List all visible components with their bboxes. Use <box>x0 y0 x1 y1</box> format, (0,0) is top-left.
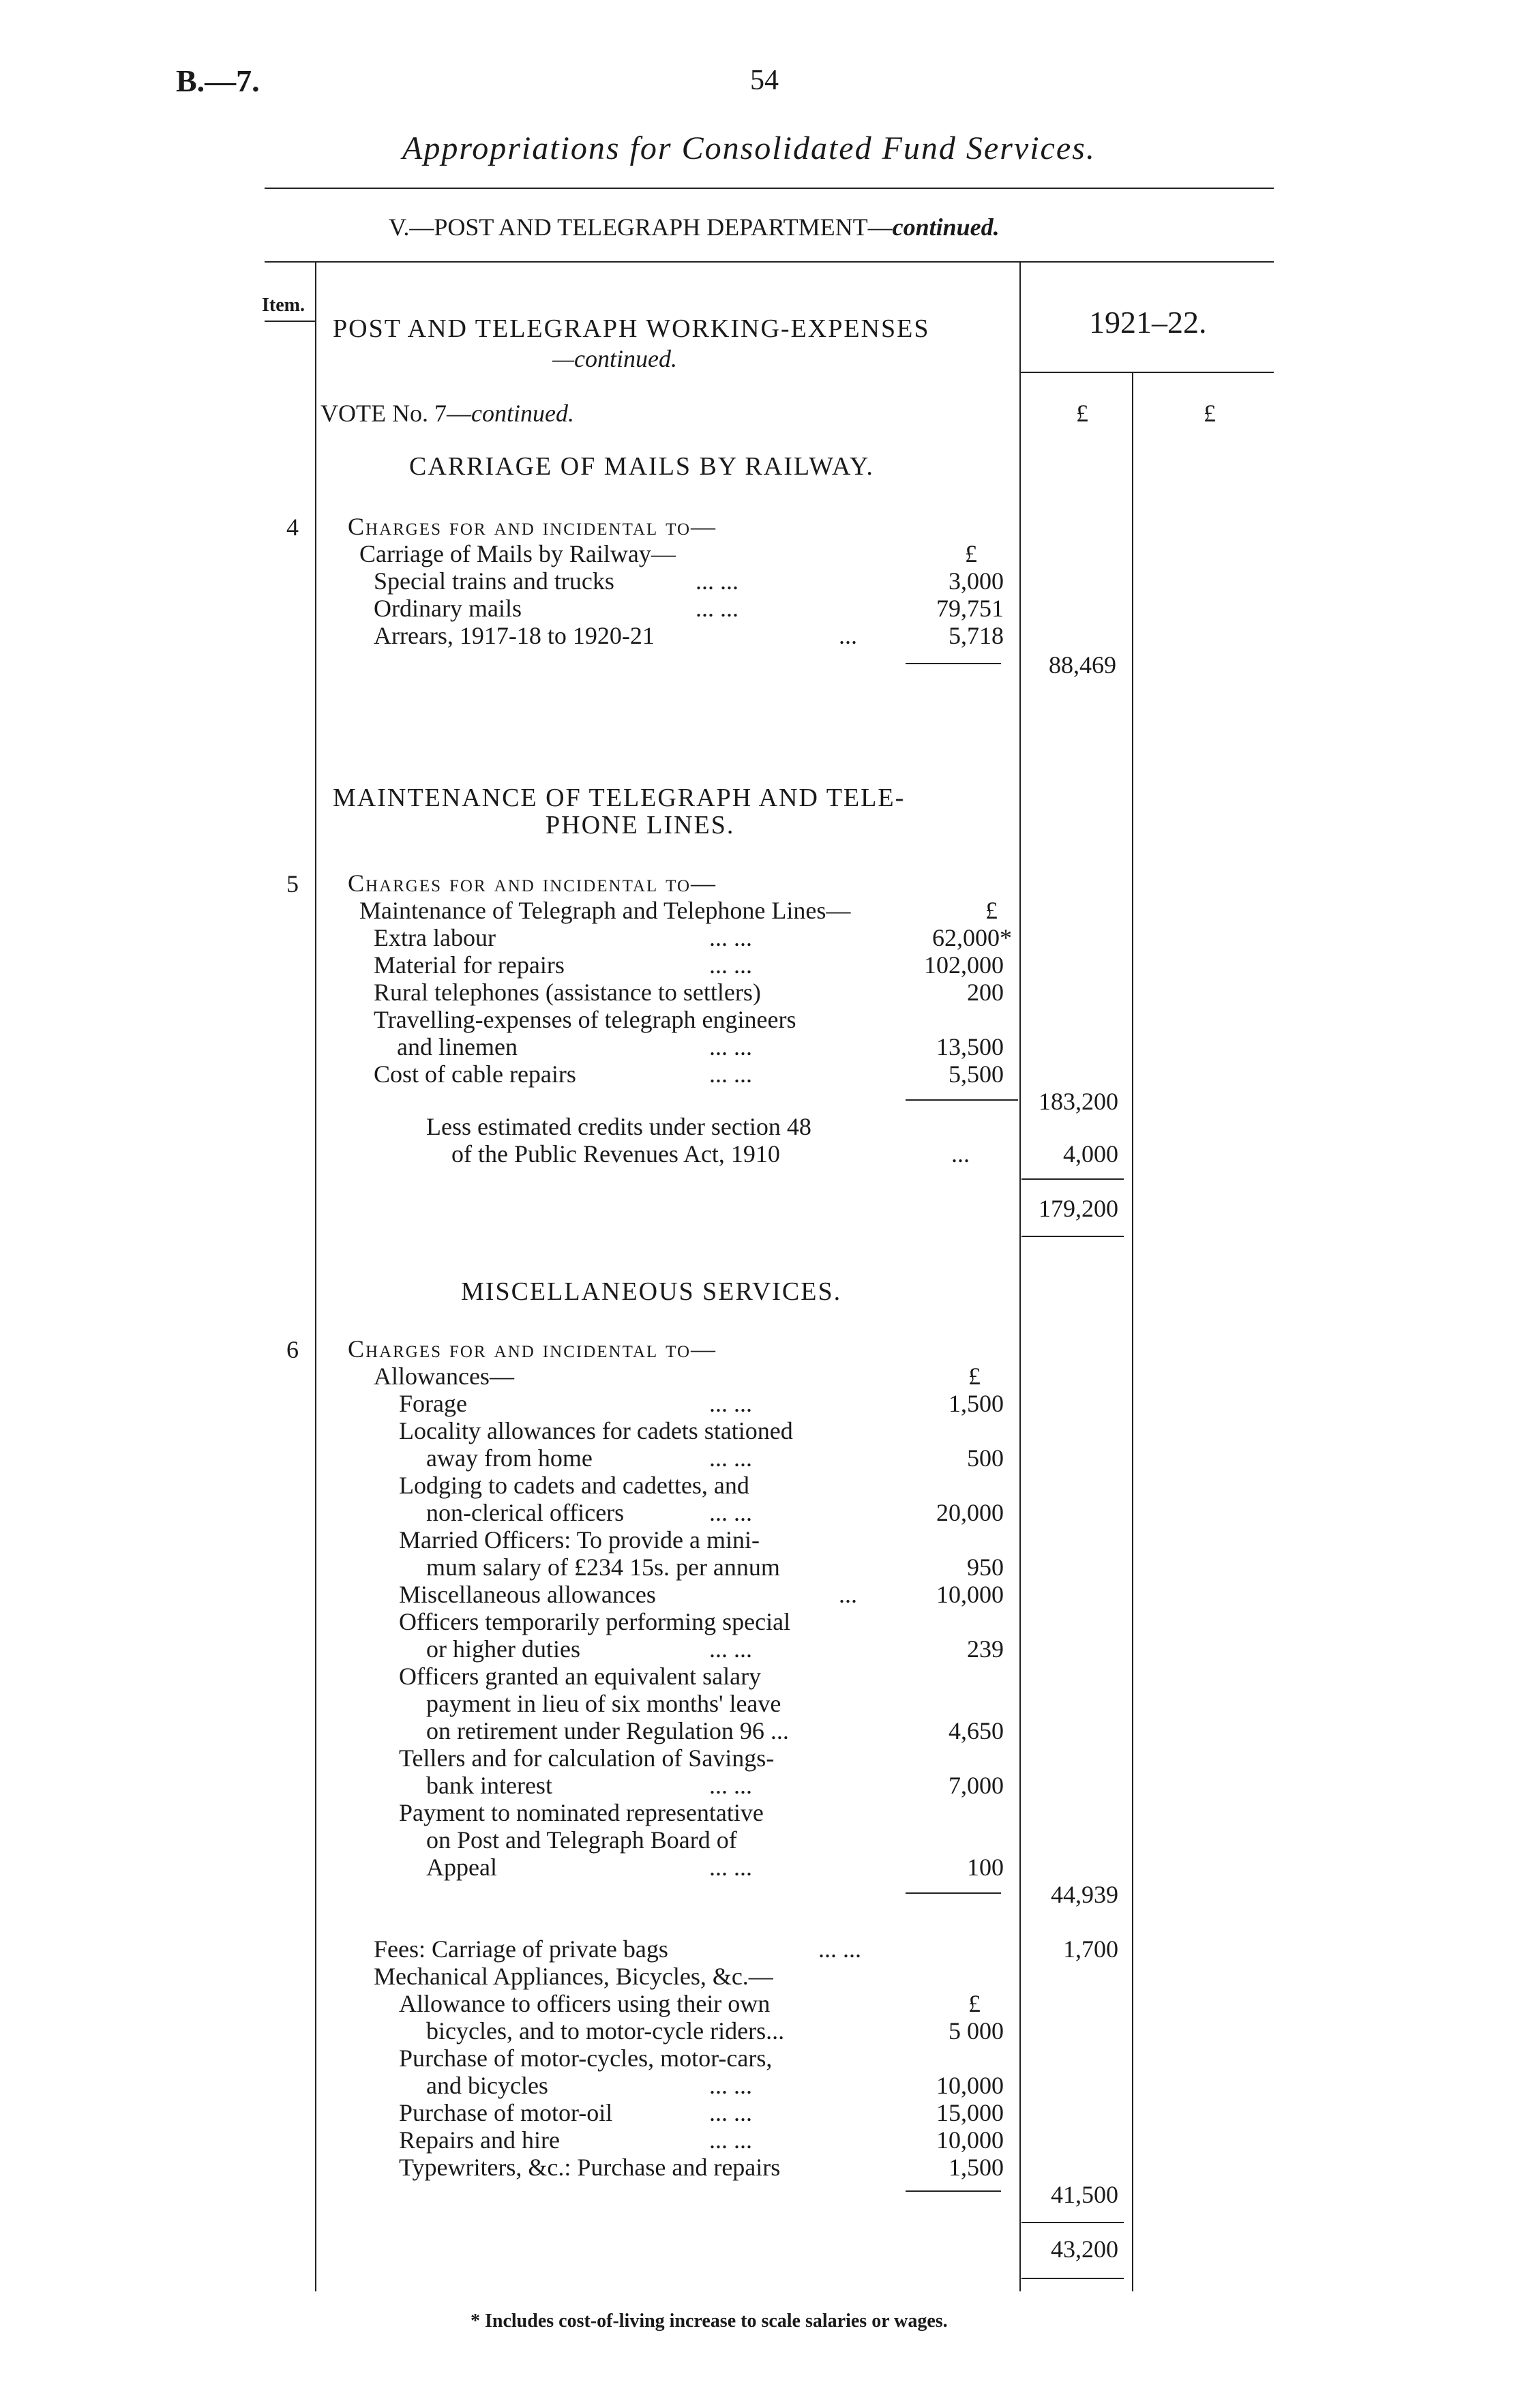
item5-line-label: Travelling-expenses of telegraph engineers <box>374 1006 796 1033</box>
pound-column-2: £ <box>1204 400 1216 427</box>
item5-line-dots: ... ... <box>709 924 752 951</box>
item5-section-title-line2: PHONE LINES. <box>546 811 735 839</box>
item5-subheading: Maintenance of Telegraph and Telephone Lines— <box>359 897 851 924</box>
item5-line-amount: 200 <box>967 979 1004 1006</box>
item-number-5: 5 <box>286 870 299 897</box>
allowance-dots: ... ... <box>709 1854 752 1881</box>
allowance-label: Appeal <box>426 1854 497 1881</box>
item5-charges-heading: Charges for and incidental to— <box>348 869 717 897</box>
mech-amount: 1,500 <box>949 2154 1004 2181</box>
mech-label: Repairs and hire <box>399 2126 560 2154</box>
allowance-amount: 100 <box>967 1854 1004 1881</box>
mech-label: Typewriters, &c.: Purchase and repairs <box>399 2154 781 2181</box>
item4-line-label: Special trains and trucks <box>374 567 614 595</box>
item5-line-dots: ... ... <box>709 1060 752 1088</box>
item-column-header: Item. <box>262 295 305 316</box>
item5-section-title-line1: MAINTENANCE OF TELEGRAPH AND TELE- <box>333 784 906 812</box>
mech-amount: 10,000 <box>936 2126 1004 2154</box>
allowance-label: Payment to nominated representative <box>399 1799 764 1826</box>
mech-label: Allowance to officers using their own <box>399 1990 771 2017</box>
fees-total: 1,700 <box>1063 1935 1118 1963</box>
item6-charges-heading: Charges for and incidental to— <box>348 1335 717 1363</box>
allowance-label: away from home <box>426 1444 593 1472</box>
item5-line-label: Material for repairs <box>374 951 565 979</box>
department-heading <box>389 213 1000 241</box>
mech-heading: Mechanical Appliances, Bicycles, &c.— <box>374 1963 773 1990</box>
item4-charges-heading: Charges for and incidental to— <box>348 513 717 540</box>
item5-pound-sign: £ <box>985 897 998 924</box>
item5-line-amount: 13,500 <box>936 1033 1004 1060</box>
fees-label: Fees: Carriage of private bags <box>374 1935 668 1963</box>
mech-pound-sign: £ <box>968 1990 981 2017</box>
vote-continued: continued. <box>471 400 574 427</box>
item5-less-line1: Less estimated credits under section 48 <box>426 1113 811 1140</box>
table-top-rule <box>265 261 1274 263</box>
grand-total-rule-bottom <box>1021 2278 1124 2279</box>
allowance-label: on retirement under Regulation 96 ... <box>426 1717 789 1744</box>
mech-total: 41,500 <box>1051 2181 1118 2208</box>
allowance-amount: 239 <box>967 1635 1004 1663</box>
item5-line-label: and linemen <box>397 1033 518 1060</box>
item4-line-label: Ordinary mails <box>374 595 522 622</box>
allowance-label: Officers granted an equivalent salary <box>399 1663 762 1690</box>
allowance-label: Officers temporarily performing special <box>399 1608 791 1635</box>
allowance-amount: 10,000 <box>936 1581 1004 1608</box>
allowances-sum-rule <box>906 1892 1001 1894</box>
allowance-label: payment in lieu of six months' leave <box>426 1690 781 1717</box>
allowance-label: Forage <box>399 1390 467 1417</box>
item5-net-total: 179,200 <box>1039 1195 1118 1222</box>
allowance-label: Miscellaneous allowances <box>399 1581 656 1608</box>
mech-dots: ... ... <box>709 2099 752 2126</box>
mech-dots: ... ... <box>709 2072 752 2099</box>
mech-amount: 15,000 <box>936 2099 1004 2126</box>
allowance-dots: ... ... <box>709 1390 752 1417</box>
item4-total: 88,469 <box>1049 651 1116 679</box>
year-header-rule <box>1019 372 1274 373</box>
mech-dots: ... ... <box>709 2126 752 2154</box>
allowance-label: Married Officers: To provide a mini- <box>399 1526 760 1554</box>
mech-label: bicycles, and to motor-cycle riders... <box>426 2017 785 2045</box>
mech-amount: 10,000 <box>936 2072 1004 2099</box>
allowance-dots: ... ... <box>709 1635 752 1663</box>
footnote: * Includes cost-of-living increase to scale salaries or wages. <box>471 2310 948 2332</box>
item4-line-label: Arrears, 1917-18 to 1920-21 <box>374 622 655 649</box>
allowance-amount: 950 <box>967 1554 1004 1581</box>
section-heading: POST AND TELEGRAPH WORKING-EXPENSES <box>333 314 930 343</box>
allowance-label: bank interest <box>426 1772 552 1799</box>
allowance-label: non-clerical officers <box>426 1499 625 1526</box>
allowance-amount: 1,500 <box>949 1390 1004 1417</box>
mech-amount: 5 000 <box>949 2017 1004 2045</box>
item5-less-line2: of the Public Revenues Act, 1910 <box>451 1140 780 1168</box>
department-name: V.—POST AND TELEGRAPH DEPARTMENT— <box>389 213 893 241</box>
page-title: Appropriations for Consolidated Fund Services. <box>402 130 1096 166</box>
allowance-dots: ... ... <box>709 1499 752 1526</box>
page-ref: B.—7. <box>176 63 260 98</box>
item4-line-amount: 79,751 <box>936 595 1004 622</box>
item4-subheading: Carriage of Mails by Railway— <box>359 540 676 567</box>
item-header-rule <box>265 321 315 322</box>
item5-sum-rule <box>906 1099 1018 1101</box>
allowances-total: 44,939 <box>1051 1881 1118 1908</box>
allowance-label: or higher duties <box>426 1635 580 1663</box>
vote-label <box>320 399 574 428</box>
item5-line-amount: 102,000 <box>924 951 1004 979</box>
vote-number: VOTE No. 7— <box>320 400 471 427</box>
item5-line-amount: 62,000* <box>932 924 1012 951</box>
item4-line-amount: 5,718 <box>949 622 1004 649</box>
allowance-amount: 500 <box>967 1444 1004 1472</box>
mech-label: Purchase of motor-cycles, motor-cars, <box>399 2045 773 2072</box>
item5-net-rule-bottom <box>1021 1236 1124 1237</box>
allowance-amount: 7,000 <box>949 1772 1004 1799</box>
item5-line-dots: ... ... <box>709 1033 752 1060</box>
item4-sum-rule <box>906 663 1001 664</box>
item5-net-rule-top <box>1021 1178 1124 1180</box>
allowance-label: Locality allowances for cadets stationed <box>399 1417 793 1444</box>
year-header: 1921–22. <box>1089 305 1207 340</box>
item4-line-dots: ... ... <box>696 595 738 622</box>
amount-column-rule-1 <box>1019 263 1021 2291</box>
allowance-label: on Post and Telegraph Board of <box>426 1826 737 1854</box>
allowance-dots: ... <box>839 1581 857 1608</box>
item5-line-dots: ... ... <box>709 951 752 979</box>
mech-label: Purchase of motor-oil <box>399 2099 613 2126</box>
amount-column-rule-2 <box>1132 372 1133 2291</box>
pound-column-1: £ <box>1076 400 1088 427</box>
allowance-label: Tellers and for calculation of Savings- <box>399 1744 775 1772</box>
item5-subtotal: 183,200 <box>1039 1088 1118 1115</box>
page-number: 54 <box>750 65 779 96</box>
allowance-label: mum salary of £234 15s. per annum <box>426 1554 780 1581</box>
item6-allowances-heading: Allowances— <box>374 1363 514 1390</box>
allowance-amount: 4,650 <box>949 1717 1004 1744</box>
item5-line-label: Rural telephones (assistance to settlers) <box>374 979 761 1006</box>
allowance-dots: ... ... <box>709 1444 752 1472</box>
allowance-label: Lodging to cadets and cadettes, and <box>399 1472 749 1499</box>
title-rule <box>265 188 1274 189</box>
allowance-amount: 20,000 <box>936 1499 1004 1526</box>
item4-line-dots: ... <box>839 622 857 649</box>
item6-pound-sign: £ <box>968 1363 981 1390</box>
item-number-4: 4 <box>286 514 299 541</box>
item5-line-label: Cost of cable repairs <box>374 1060 576 1088</box>
item-number-6: 6 <box>286 1336 299 1363</box>
item4-line-dots: ... ... <box>696 567 738 595</box>
item6-grand-total: 43,200 <box>1051 2235 1118 2263</box>
item4-line-amount: 3,000 <box>949 567 1004 595</box>
department-continued: continued. <box>892 213 1000 241</box>
item5-less-amount: 4,000 <box>1063 1140 1118 1168</box>
grand-total-rule-top <box>1021 2222 1124 2223</box>
item4-section-title: CARRIAGE OF MAILS BY RAILWAY. <box>409 452 874 481</box>
item5-less-dots: ... <box>951 1140 970 1168</box>
item-column-rule <box>315 263 316 2291</box>
item4-pound-sign: £ <box>965 540 977 567</box>
mech-label: and bicycles <box>426 2072 548 2099</box>
item5-line-label: Extra labour <box>374 924 496 951</box>
item5-line-amount: 5,500 <box>949 1060 1004 1088</box>
item6-section-title: MISCELLANEOUS SERVICES. <box>461 1277 842 1306</box>
fees-dots: ... ... <box>818 1935 861 1963</box>
allowance-dots: ... ... <box>709 1772 752 1799</box>
mech-sum-rule <box>906 2190 1001 2192</box>
section-heading-continued: —continued. <box>552 345 677 372</box>
